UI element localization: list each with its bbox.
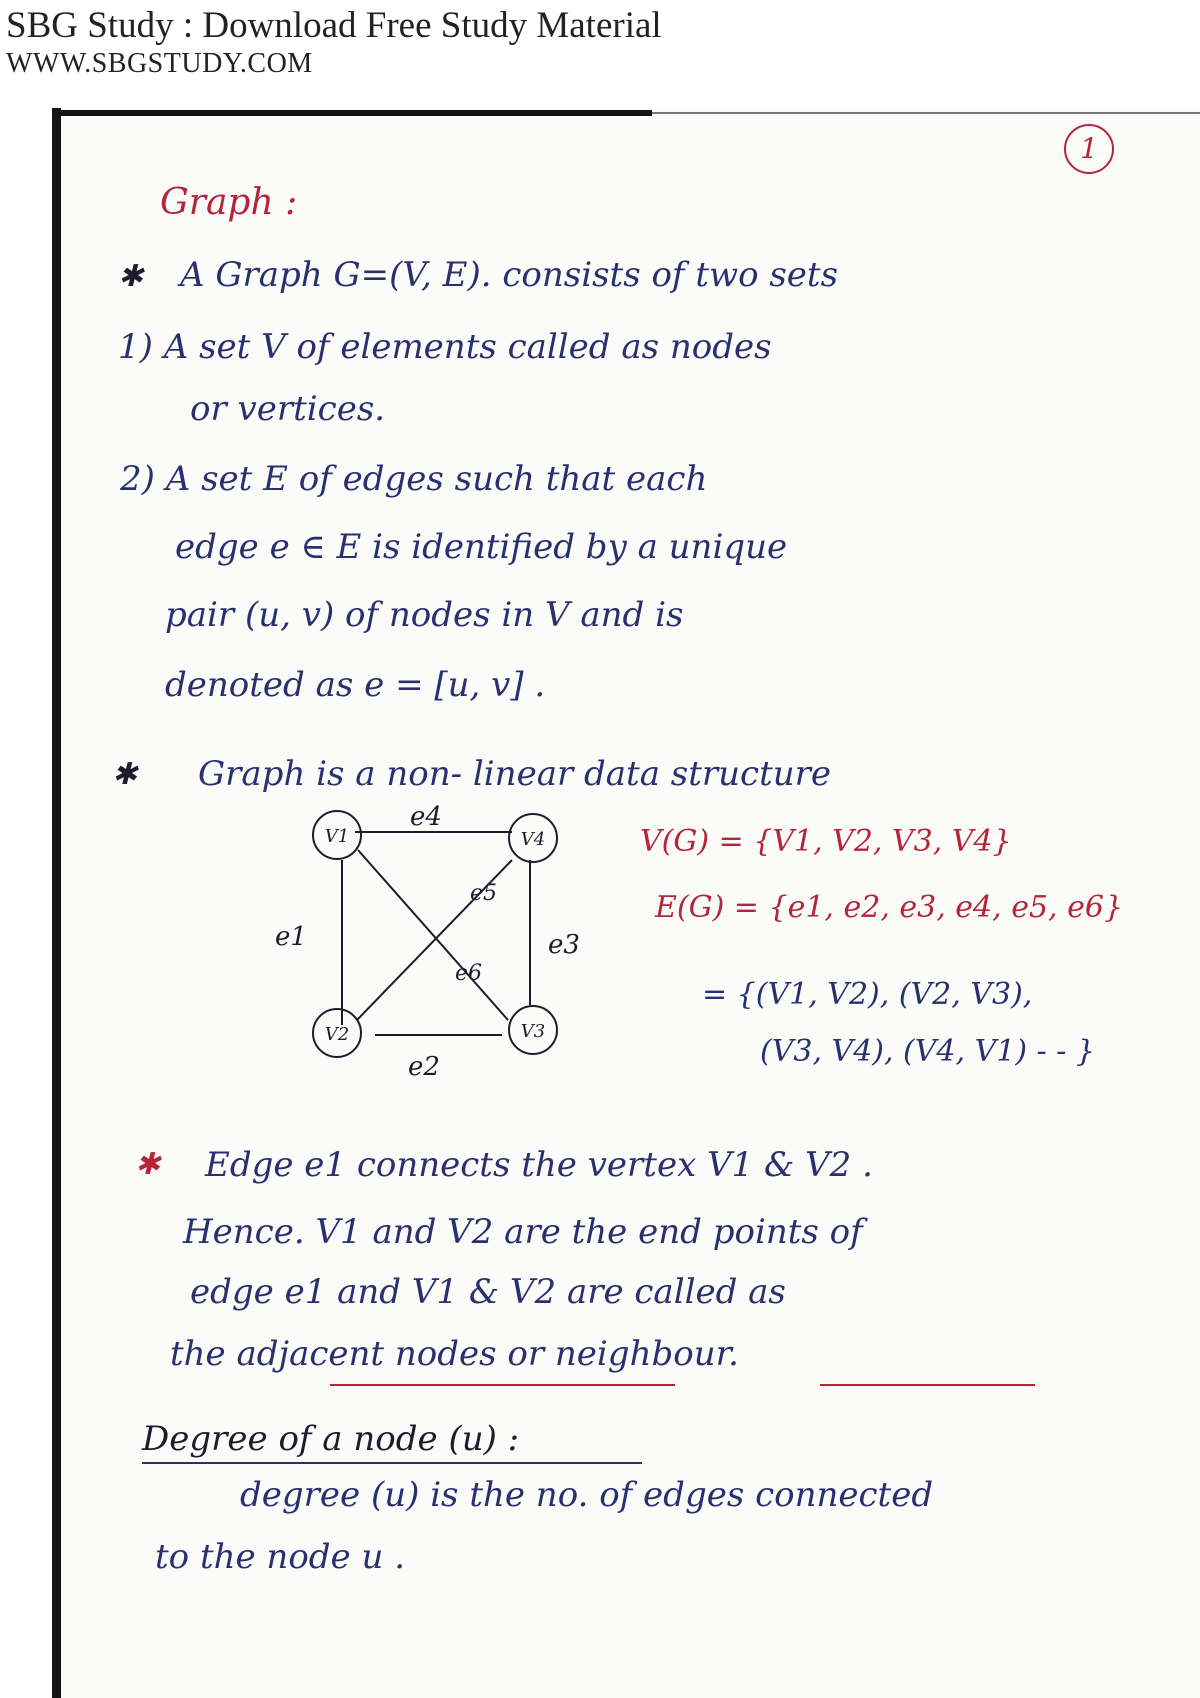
degree-line-2: to the node u . (155, 1537, 406, 1577)
underline-adjacent-nodes (330, 1384, 675, 1386)
edge-label: e3 (548, 930, 580, 960)
line-4: 2) A set E of edges such that each (120, 459, 708, 499)
degree-line-1: degree (u) is the no. of edges connected (240, 1475, 934, 1515)
line-8: Graph is a non- linear data structure (198, 754, 832, 794)
line-5: edge e ∈ E is identified by a unique (175, 527, 788, 567)
bullet-star-icon: ✱ (135, 1147, 161, 1182)
node-label: V4 (520, 829, 546, 850)
edge-pairs-1: = {(V1, V2), (V2, V3), (702, 977, 1033, 1012)
node-label: V2 (324, 1024, 350, 1045)
underline-degree-heading (142, 1462, 642, 1464)
bullet-star-icon: ✱ (112, 757, 138, 792)
edge-label: e4 (410, 802, 442, 832)
page-edge-top-thin (652, 112, 1200, 114)
vertex-set: V(G) = {V1, V2, V3, V4} (640, 824, 1012, 859)
underline-neighbour (820, 1384, 1035, 1386)
line-3: or vertices. (190, 389, 386, 429)
graph-diagram (275, 802, 610, 1105)
edge-label: e6 (455, 961, 483, 986)
edge-pairs-2: (V3, V4), (V4, V1) - - } (760, 1034, 1096, 1069)
edge-label: e2 (408, 1052, 440, 1082)
site-header (6, 4, 662, 80)
section-heading: Graph : (160, 182, 298, 223)
edge-label: e1 (275, 922, 307, 952)
edge-set: E(G) = {e1, e2, e3, e4, e5, e6} (655, 890, 1124, 925)
node-label: V1 (324, 826, 350, 847)
degree-heading: Degree of a node (u) : (142, 1419, 520, 1459)
edge-label: e5 (470, 881, 498, 906)
para2-line-1: Edge e1 connects the vertex V1 & V2 . (205, 1145, 873, 1185)
para2-line-4: the adjacent nodes or neighbour. (170, 1334, 739, 1374)
site-title: SBG Study : Download Free Study Material (6, 5, 662, 46)
site-url: WWW.SBGSTUDY.COM (6, 48, 313, 79)
bullet-star-icon: ✱ (118, 259, 144, 294)
page-number: 1 (1064, 124, 1114, 174)
line-6: pair (u, v) of nodes in V and is (165, 595, 684, 635)
line-7: denoted as e = [u, v] . (165, 665, 546, 705)
line-1: A Graph G=(V, E). consists of two sets (180, 255, 839, 295)
page-edge-left (52, 108, 61, 1698)
node-label: V3 (520, 1021, 546, 1042)
para2-line-3: edge e1 and V1 & V2 are called as (190, 1272, 786, 1312)
para2-line-2: Hence. V1 and V2 are the end points of (183, 1212, 863, 1252)
line-2: 1) A set V of elements called as nodes (118, 327, 772, 367)
page-edge-top (52, 110, 652, 116)
